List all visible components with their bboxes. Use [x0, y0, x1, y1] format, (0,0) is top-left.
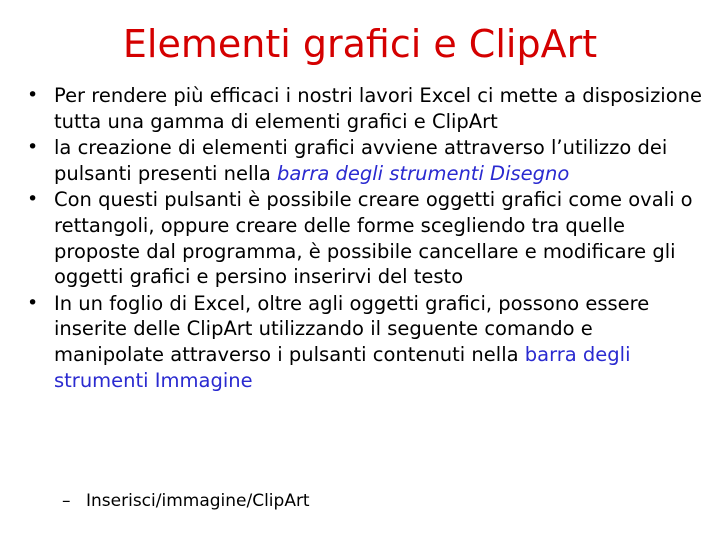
bullet-highlight: barra degli strumenti Immagine: [54, 342, 631, 392]
bullet-dot-icon: •: [27, 188, 39, 211]
bullet-item: [27, 135, 707, 186]
subbullet-dash-icon: –: [62, 491, 71, 511]
bullet-dot-icon: •: [27, 291, 39, 314]
bullet-item: [27, 187, 707, 289]
bullet-list: [27, 83, 707, 394]
bullet-highlight: barra degli strumenti Disegno: [276, 161, 570, 185]
bullet-item: [27, 291, 707, 393]
bullet-text: In un foglio di Excel, oltre agli oggetti grafici, possono essere inserite delle ClipArt utilizzando il seguente comando e manipolate attraverso i pulsanti contenuti nella: [54, 291, 650, 366]
bullet-text: Per rendere più efficaci i nostri lavori Excel ci mette a disposizione tutta una gamma di elementi grafici e ClipArt: [54, 84, 703, 133]
bullet-text: Con questi pulsanti è possibile creare oggetti grafici come ovali o rettangoli, oppure creare delle forme scegliendo tra quelle proposte dal programma, è possibile cancellare e modificare gli oggetti grafici e persino inserirvi del testo: [54, 188, 693, 289]
subbullet-item: [62, 489, 310, 513]
bullet-dot-icon: •: [27, 84, 39, 106]
subbullet-text: Inserisci/immagine/ClipArt: [86, 491, 310, 511]
bullet-text: la creazione di elementi grafici avviene attraverso l’utilizzo dei pulsanti presenti nella: [54, 136, 668, 185]
slide-title: Elementi grafici e ClipArt: [122, 22, 598, 66]
bullet-item: [27, 83, 707, 134]
bullet-dot-icon: •: [27, 136, 39, 159]
